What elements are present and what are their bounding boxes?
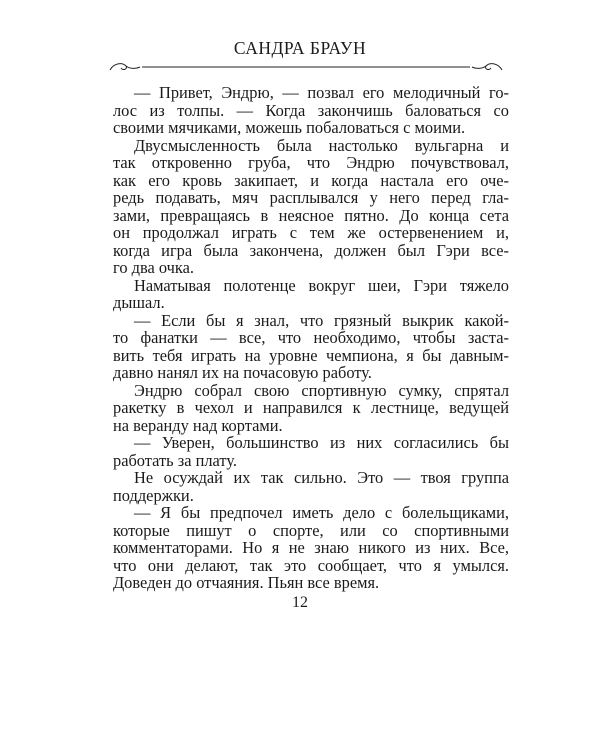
text-line: — Если бы я знал, что грязный выкрик какой- [134, 310, 509, 330]
paragraph [113, 277, 509, 312]
text-line: так откровенно груба, что Эндрю почувствовал, [113, 153, 509, 172]
text-line: когда игра была закончена, должен был Гэри все- [113, 240, 509, 260]
page-number: 12 [292, 594, 308, 611]
text-line: Двусмысленность была настолько вульгарна и [134, 135, 509, 155]
text-line: ракетку в чехол и направился к лестнице, ведущей [113, 398, 509, 417]
text-line: Доведен до отчаяния. Пьян все время. [113, 573, 380, 592]
text-line: своими мячиками, можешь побаловаться с моими. [113, 118, 466, 137]
text-line: зами, превращаясь в неясное пятно. До конца сета [113, 205, 509, 225]
text-line: го два очка. [113, 258, 194, 277]
text-line: как его кровь закипает, и когда настала его оче- [113, 170, 509, 190]
text-line: на веранду над кортами. [113, 415, 283, 435]
text-line: давно нанял их на почасовую работу. [113, 363, 372, 382]
paragraph [113, 434, 509, 469]
paragraph [113, 469, 509, 504]
paragraph [113, 504, 509, 592]
text-line: Наматывая полотенце вокруг шеи, Гэри тяжело [134, 275, 509, 295]
text-line: комментаторами. Но я не знаю никого из них. Все, [113, 538, 509, 557]
paragraph [113, 312, 509, 382]
header-ornament-rule [108, 61, 504, 73]
text-line: — Привет, Эндрю, — позвал его мелодичный го- [134, 83, 509, 102]
body-text [113, 84, 509, 592]
text-line: Эндрю собрал свою спортивную сумку, спрятал [134, 380, 509, 400]
text-line: вить тебя играть на уровне чемпиона, я бы давным- [113, 345, 509, 365]
text-line: поддержки. [113, 485, 194, 505]
text-line: что они делают, так это сообщает, что я умылся. [113, 555, 509, 575]
text-line: — Я бы предпочел иметь дело с болельщиками, [134, 503, 509, 522]
text-line: которые пишут о спорте, или со спортивными [113, 520, 509, 540]
text-line: то фанатки — все, что необходимо, чтобы заста- [113, 328, 509, 347]
text-line: он продолжал играть с тем же остервенением и, [113, 223, 509, 242]
text-line: работать за плату. [113, 450, 237, 470]
running-header: САНДРА БРАУН [233, 38, 367, 58]
text-line: дышал. [113, 293, 165, 312]
text-line: — Уверен, большинство из них согласились бы [134, 433, 509, 452]
text-line: лос из толпы. — Когда закончишь баловаться со [113, 100, 509, 120]
text-line: редь подавать, мяч расплывался у него перед гла- [113, 188, 509, 207]
text-line: Не осуждай их так сильно. Это — твоя группа [134, 468, 509, 487]
paragraph [113, 84, 509, 137]
paragraph [113, 137, 509, 277]
paragraph [113, 382, 509, 435]
